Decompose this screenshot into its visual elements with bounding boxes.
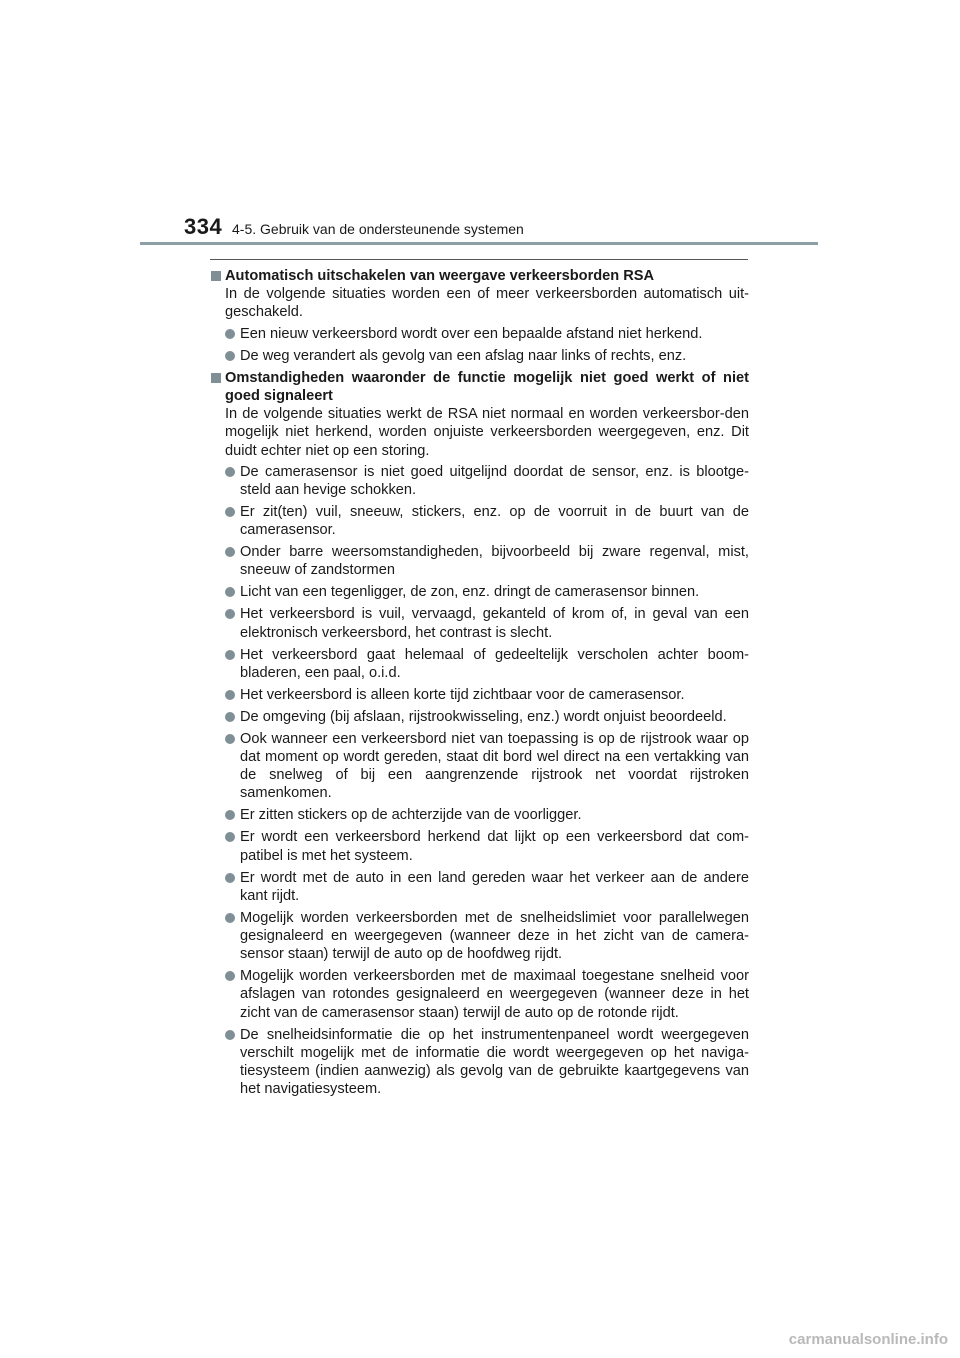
round-bullet-icon [225,873,235,883]
section-auto-disable [211,267,749,365]
round-bullet-icon [225,467,235,477]
page-number: 334 [184,214,223,239]
list-item: Er zit(ten) vuil, sneeuw, stickers, enz. op de voorruit in de buurt van de camerasensor. [211,503,749,539]
page-content [211,267,749,1102]
header-divider [140,242,818,245]
square-bullet-icon [211,271,221,281]
round-bullet-icon [225,810,235,820]
round-bullet-icon [225,690,235,700]
list-item: Mogelijk worden verkeersborden met de snelheidslimiet voor parallelwegen gesignaleerd en weergegeven (wanneer deze in het zicht van de camera-sensor staan) terwijl de auto op de hoofdweg rijdt. [211,909,749,964]
list-item: Onder barre weersomstandigheden, bijvoorbeeld bij zware regenval, mist, sneeuw of zandstormen [211,543,749,579]
list-item: Er zitten stickers op de achterzijde van de voorligger. [211,806,749,824]
list-item: Het verkeersbord gaat helemaal of gedeeltelijk verscholen achter boom-bladeren, een paal, o.i.d. [211,646,749,682]
round-bullet-icon [225,1030,235,1040]
section-heading [211,267,749,285]
section-title: Automatisch uitschakelen van weergave verkeersborden RSA [225,268,655,284]
page-header [0,0,960,250]
round-bullet-icon [225,329,235,339]
list-item: Het verkeersbord is vuil, vervaagd, gekanteld of krom of, in geval van een elektronisch verkeersbord, het contrast is slecht. [211,605,749,641]
list-item: De snelheidsinformatie die op het instrumentenpaneel wordt weergegeven verschilt mogelijk met de informatie die wordt weergegeven op het naviga-tiesysteem (indien aanwezig) als gevolg van de gebruikte kaartgegevens van het navigatiesysteem. [211,1026,749,1099]
round-bullet-icon [225,971,235,981]
list-item: De camerasensor is niet goed uitgelijnd doordat de sensor, enz. is blootge-steld aan hevige schokken. [211,463,749,499]
list-item: Ook wanneer een verkeersbord niet van toepassing is op de rijstrook waar op dat moment op wordt gereden, staat dit bord wel direct na een vertakking van de snelweg of bij een aangrenzende rijstrook net voordat rijstroken samenkomen. [211,730,749,803]
bullet-list [211,463,749,1099]
list-item: Er wordt met de auto in een land gereden waar het verkeer aan de andere kant rijdt. [211,869,749,905]
list-item: De weg verandert als gevolg van een afslag naar links of rechts, enz. [211,347,749,365]
section-conditions [211,369,749,1099]
list-item: Mogelijk worden verkeersborden met de maximaal toegestane snelheid voor afslagen van rotondes gesignaleerd en weergegeven (wanneer deze in het zicht van de camerasensor staan) terwijl de auto op de rotonde rijdt. [211,967,749,1022]
round-bullet-icon [225,712,235,722]
content-divider [210,259,748,260]
round-bullet-icon [225,913,235,923]
round-bullet-icon [225,832,235,842]
section-intro: In de volgende situaties worden een of meer verkeersborden automatisch uit-geschakeld. [225,286,749,321]
round-bullet-icon [225,734,235,744]
watermark: carmanualsonline.info [788,1331,948,1348]
square-bullet-icon [211,373,221,383]
list-item: Licht van een tegenligger, de zon, enz. dringt de camerasensor binnen. [211,583,749,601]
list-item: Het verkeersbord is alleen korte tijd zichtbaar voor de camerasensor. [211,686,749,704]
round-bullet-icon [225,351,235,361]
round-bullet-icon [225,547,235,557]
section-intro: In de volgende situaties werkt de RSA niet normaal en worden verkeersbor-den mogelijk niet herkend, worden onjuiste verkeersborden weergegeven, enz. Dit duidt echter niet op een storing. [225,406,749,459]
list-item: Een nieuw verkeersbord wordt over een bepaalde afstand niet herkend. [211,325,749,343]
bullet-list [211,325,749,365]
section-title: Omstandigheden waaronder de functie mogelijk niet goed werkt of niet goed signaleert [225,369,749,405]
list-item: De omgeving (bij afslaan, rijstrookwisseling, enz.) wordt onjuist beoordeeld. [211,708,749,726]
section-heading [211,369,749,405]
list-item: Er wordt een verkeersbord herkend dat lijkt op een verkeersbord dat com-patibel is met het systeem. [211,828,749,864]
round-bullet-icon [225,507,235,517]
round-bullet-icon [225,587,235,597]
round-bullet-icon [225,650,235,660]
chapter-title: 4-5. Gebruik van de ondersteunende systemen [232,221,524,237]
round-bullet-icon [225,609,235,619]
